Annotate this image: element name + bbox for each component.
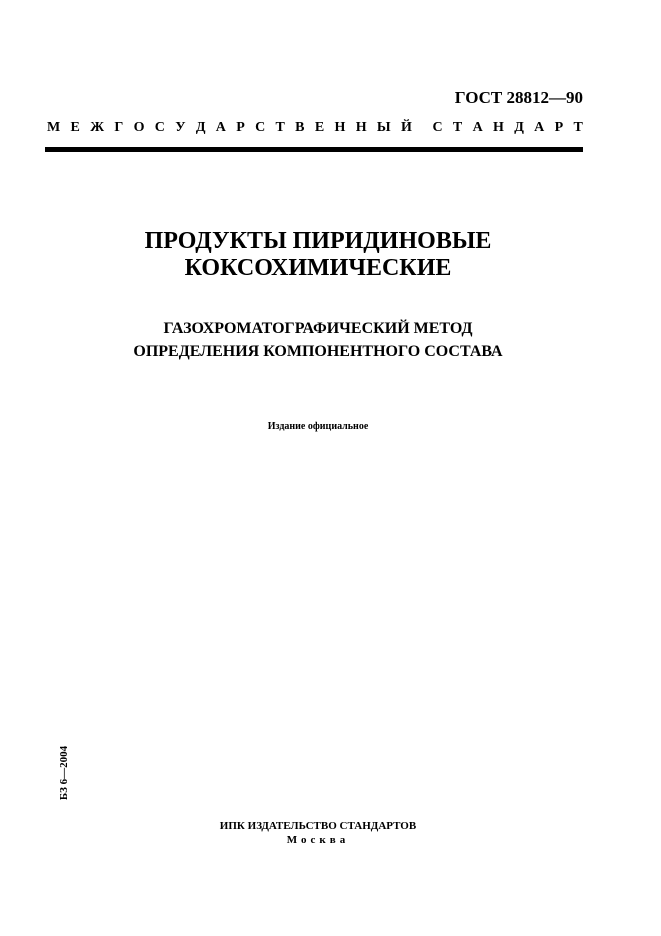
- heading-letter: Н: [493, 120, 504, 135]
- document-subtitle: [0, 317, 636, 363]
- heading-letter: М: [47, 120, 61, 135]
- heading-letter: Т: [452, 120, 463, 135]
- heading-letter: Н: [355, 120, 367, 135]
- header-rule: [45, 147, 583, 152]
- heading-letter: В: [295, 120, 305, 135]
- heading-letter: Е: [314, 120, 325, 135]
- heading-letter: А: [534, 120, 545, 135]
- heading-letter: Ы: [376, 120, 391, 135]
- heading-letter: Й: [400, 120, 412, 135]
- heading-letter: Г: [114, 120, 124, 135]
- heading-letter: Е: [70, 120, 80, 135]
- heading-letter: Т: [275, 120, 285, 135]
- heading-letter: У: [175, 120, 186, 135]
- standard-type-heading: [47, 120, 583, 136]
- heading-letter: С: [432, 120, 443, 135]
- subtitle-line: ГАЗОХРОМАТОГРАФИЧЕСКИЙ МЕТОД: [163, 320, 473, 337]
- heading-letter: Р: [236, 120, 245, 135]
- heading-letter: А: [215, 120, 226, 135]
- publisher-city: Москва: [286, 834, 350, 846]
- heading-letter: С: [154, 120, 165, 135]
- heading-letter: Д: [195, 120, 206, 135]
- subtitle-line: ОПРЕДЕЛЕНИЯ КОМПОНЕНТНОГО СОСТАВА: [133, 343, 503, 360]
- heading-letter: О: [133, 120, 145, 135]
- heading-letter: А: [472, 120, 483, 135]
- title-line: ПРОДУКТЫ ПИРИДИНОВЫЕ: [144, 228, 492, 254]
- heading-letter: Ж: [90, 120, 105, 135]
- publisher-name: ИПК ИЗДАТЕЛЬСТВО СТАНДАРТОВ: [219, 820, 417, 832]
- publisher-block: [0, 819, 636, 847]
- title-line: КОКСОХИМИЧЕСКИЕ: [184, 255, 452, 281]
- standard-number: ГОСТ 28812—90: [454, 88, 583, 107]
- heading-letter: Н: [334, 120, 346, 135]
- catalog-code: БЗ 6—2004: [58, 745, 70, 801]
- heading-letter: Д: [514, 120, 524, 135]
- document-title: [0, 228, 636, 282]
- edition-note: Издание официальное: [267, 421, 369, 432]
- heading-letter: С: [255, 120, 266, 135]
- heading-letter: Р: [554, 120, 564, 135]
- heading-letter: Т: [573, 120, 583, 135]
